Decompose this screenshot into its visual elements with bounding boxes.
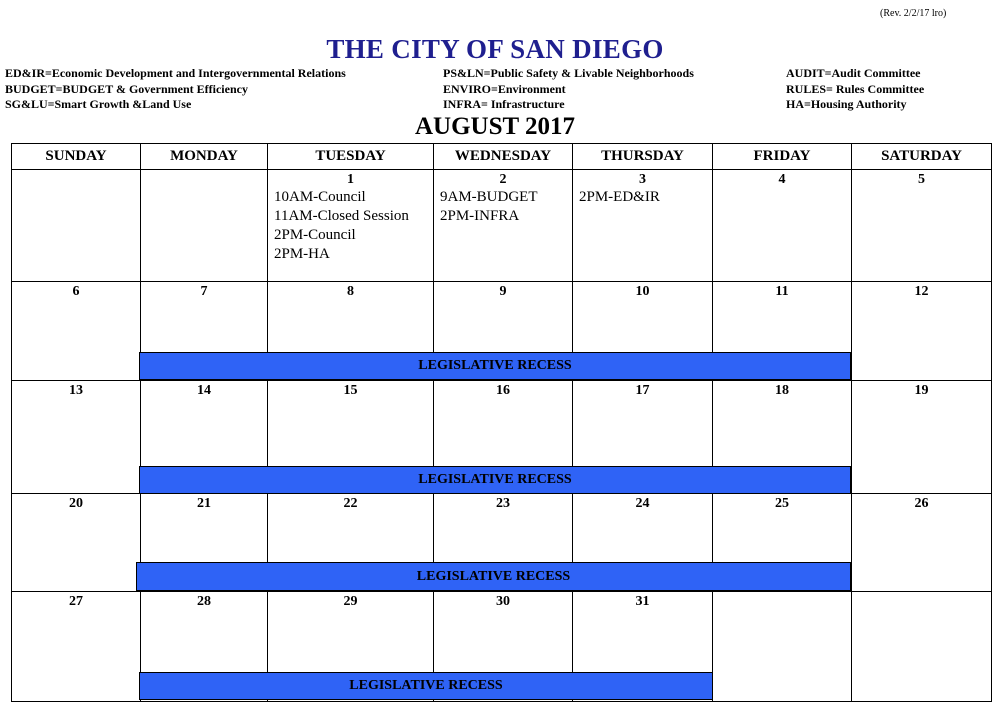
day-number: 29 <box>343 594 358 609</box>
day-number: 6 <box>72 284 80 299</box>
week-row <box>12 170 992 282</box>
weekday-header: THURSDAY <box>573 144 713 170</box>
weekday-header: WEDNESDAY <box>434 144 573 170</box>
legend-item: AUDIT=Audit Committee <box>786 66 921 80</box>
legend-item: ED&IR=Economic Development and Intergovernmental Relations <box>5 66 346 80</box>
day-number <box>12 170 140 188</box>
day-number: 24 <box>635 496 650 511</box>
day-number: 2 <box>499 172 507 187</box>
weekday-header: FRIDAY <box>713 144 852 170</box>
day-number: 9 <box>499 284 507 299</box>
legislative-recess-bar: LEGISLATIVE RECESS <box>139 352 851 380</box>
day-number: 28 <box>197 594 211 609</box>
legend-item: RULES= Rules Committee <box>786 81 925 96</box>
day-number: 15 <box>343 383 358 398</box>
day-number: 1 <box>347 172 354 187</box>
event-entry[interactable]: 2PM-ED&IR <box>579 189 660 205</box>
day-number: 7 <box>200 284 208 299</box>
city-title: THE CITY OF SAN DIEGO <box>326 34 664 64</box>
weekday-header: TUESDAY <box>268 144 434 170</box>
day-number: 19 <box>914 383 929 398</box>
day-number: 20 <box>69 496 83 511</box>
weekday-header-row <box>12 144 992 170</box>
legislative-recess-bar: LEGISLATIVE RECESS <box>136 562 851 591</box>
day-number: 13 <box>69 383 83 398</box>
day-number: 10 <box>635 284 650 299</box>
event-entry[interactable]: 9AM-BUDGET <box>440 189 538 205</box>
day-cell[interactable] <box>852 282 992 381</box>
event-entry[interactable]: 2PM-HA <box>274 246 330 262</box>
day-events <box>268 188 433 264</box>
day-cell-empty <box>852 592 992 702</box>
day-cell[interactable] <box>12 381 141 494</box>
day-number: 22 <box>343 496 358 511</box>
day-cell[interactable] <box>852 381 992 494</box>
legend-item: PS&LN=Public Safety & Livable Neighborhoods <box>443 66 694 80</box>
legend-column-3 <box>786 66 924 113</box>
event-entry[interactable]: 2PM-Council <box>274 227 356 243</box>
day-cell-empty <box>12 170 141 282</box>
day-cell[interactable] <box>852 170 992 282</box>
day-number: 26 <box>914 496 929 511</box>
day-number <box>852 592 991 610</box>
revision-note: (Rev. 2/2/17 lro) <box>880 8 947 19</box>
day-number <box>141 170 267 188</box>
day-cell[interactable] <box>268 170 434 282</box>
legend-column-2 <box>443 66 694 113</box>
day-number: 14 <box>197 383 211 398</box>
day-number: 18 <box>775 383 789 398</box>
day-number: 27 <box>69 594 83 609</box>
day-number: 3 <box>639 172 646 187</box>
day-cell[interactable] <box>12 592 141 702</box>
day-number: 31 <box>635 594 650 609</box>
legend-item: SG&LU=Smart Growth &Land Use <box>5 97 192 111</box>
day-number: 4 <box>778 172 786 187</box>
legislative-recess-bar: LEGISLATIVE RECESS <box>139 466 851 494</box>
month-title: AUGUST 2017 <box>415 113 575 140</box>
weekday-header: SUNDAY <box>12 144 141 170</box>
day-cell[interactable] <box>434 170 573 282</box>
calendar-grid <box>11 143 992 702</box>
legend-item: BUDGET=BUDGET & Government Efficiency <box>5 81 248 96</box>
day-number: 17 <box>635 383 650 398</box>
day-number: 30 <box>496 594 510 609</box>
event-entry[interactable]: 11AM-Closed Session <box>274 208 409 224</box>
weekday-header: SATURDAY <box>852 144 992 170</box>
legend-column-1 <box>5 66 346 113</box>
day-number: 25 <box>775 496 789 511</box>
day-events <box>573 188 712 207</box>
legend-item: HA=Housing Authority <box>786 97 907 111</box>
day-number <box>713 592 851 610</box>
day-number: 11 <box>775 284 789 299</box>
event-entry[interactable]: 2PM-INFRA <box>440 208 520 224</box>
legend-item: INFRA= Infrastructure <box>443 97 565 111</box>
day-number: 16 <box>496 383 510 398</box>
legislative-recess-bar: LEGISLATIVE RECESS <box>139 672 713 700</box>
day-cell-empty <box>713 592 852 702</box>
day-cell[interactable] <box>573 170 713 282</box>
day-number: 5 <box>918 172 925 187</box>
day-number: 8 <box>347 284 354 299</box>
day-number: 23 <box>496 496 510 511</box>
day-cell[interactable] <box>852 494 992 592</box>
day-cell[interactable] <box>713 170 852 282</box>
day-number: 12 <box>914 284 929 299</box>
day-cell[interactable] <box>12 282 141 381</box>
day-number: 21 <box>197 496 211 511</box>
day-events <box>434 188 572 226</box>
event-entry[interactable]: 10AM-Council <box>274 189 366 205</box>
day-cell-empty <box>141 170 268 282</box>
legend-item: ENVIRO=Environment <box>443 81 566 96</box>
weekday-header: MONDAY <box>141 144 268 170</box>
day-cell[interactable] <box>12 494 141 592</box>
